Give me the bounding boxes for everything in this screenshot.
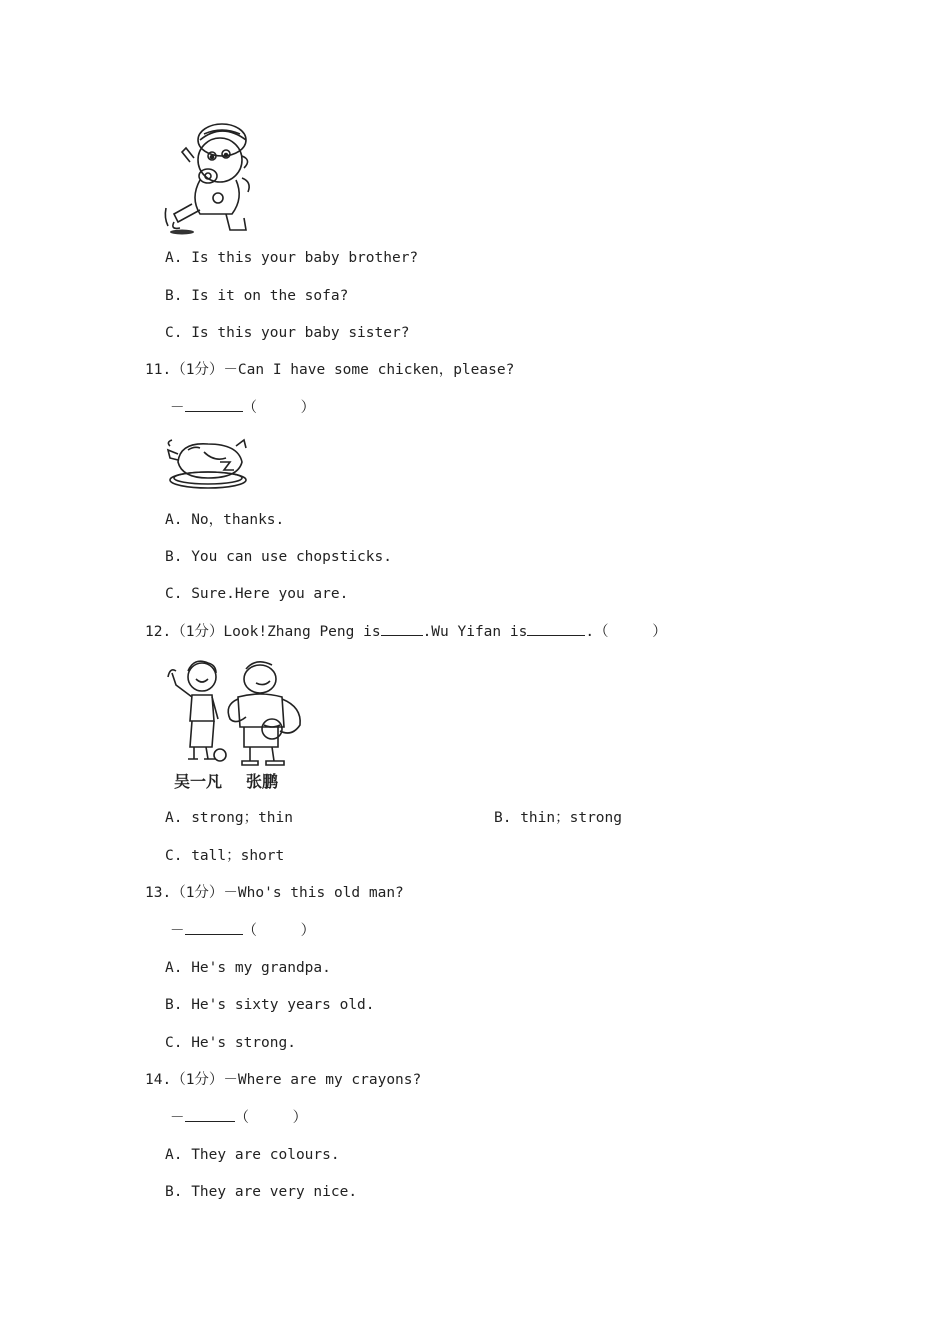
q12-option-a: A. strong；thin: [165, 810, 293, 826]
q12-label-right: 张鹏: [246, 772, 279, 791]
q14-stem: 14.（1分）－Where are my crayons?: [145, 1072, 422, 1088]
answer-dash: －: [170, 400, 185, 416]
roast-chicken-illustration: [164, 432, 250, 492]
baby-illustration: [160, 118, 260, 236]
q10-option-c: C. Is this your baby sister?: [165, 325, 410, 341]
q11-answer-line: [170, 397, 315, 418]
q12-stem: [145, 621, 667, 642]
answer-dash: －: [170, 1110, 185, 1126]
answer-blank[interactable]: [185, 1107, 235, 1122]
answer-dash: －: [170, 923, 185, 939]
q12-stem-part-1: 12.（1分）Look!Zhang Peng is: [145, 624, 381, 640]
answer-blank[interactable]: [185, 397, 243, 412]
q12-label-left: 吴一凡: [174, 772, 223, 791]
q12-option-c: C. tall；short: [165, 848, 285, 864]
q13-stem: 13.（1分）－Who's this old man?: [145, 885, 404, 901]
q13-option-a: A. He's my grandpa.: [165, 960, 331, 976]
q14-answer-line: [170, 1107, 307, 1128]
q13-option-c: C. He's strong.: [165, 1035, 296, 1051]
two-boys-illustration: [160, 655, 310, 793]
q12-blank-1[interactable]: [381, 621, 423, 636]
q11-option-c: C. Sure.Here you are.: [165, 586, 349, 602]
answer-paren: （ ）: [242, 400, 316, 416]
q13-answer-line: [170, 920, 315, 941]
answer-blank[interactable]: [185, 920, 243, 935]
q12-blank-2[interactable]: [527, 621, 585, 636]
q12-stem-part-3: .（ ）: [585, 624, 667, 640]
q14-option-b: B. They are very nice.: [165, 1184, 358, 1200]
q11-option-a: A. No，thanks.: [165, 512, 285, 528]
q12-stem-part-2: .Wu Yifan is: [422, 624, 528, 640]
q12-option-b: B. thin；strong: [494, 810, 622, 826]
q14-option-a: A. They are colours.: [165, 1147, 340, 1163]
answer-paren: （ ）: [234, 1110, 308, 1126]
q10-option-b: B. Is it on the sofa?: [165, 288, 349, 304]
answer-paren: （ ）: [242, 923, 316, 939]
q10-option-a: A. Is this your baby brother?: [165, 250, 419, 266]
q13-option-b: B. He's sixty years old.: [165, 997, 375, 1013]
q11-stem: 11.（1分）－Can I have some chicken，please?: [145, 362, 515, 378]
q11-option-b: B. You can use chopsticks.: [165, 549, 392, 565]
